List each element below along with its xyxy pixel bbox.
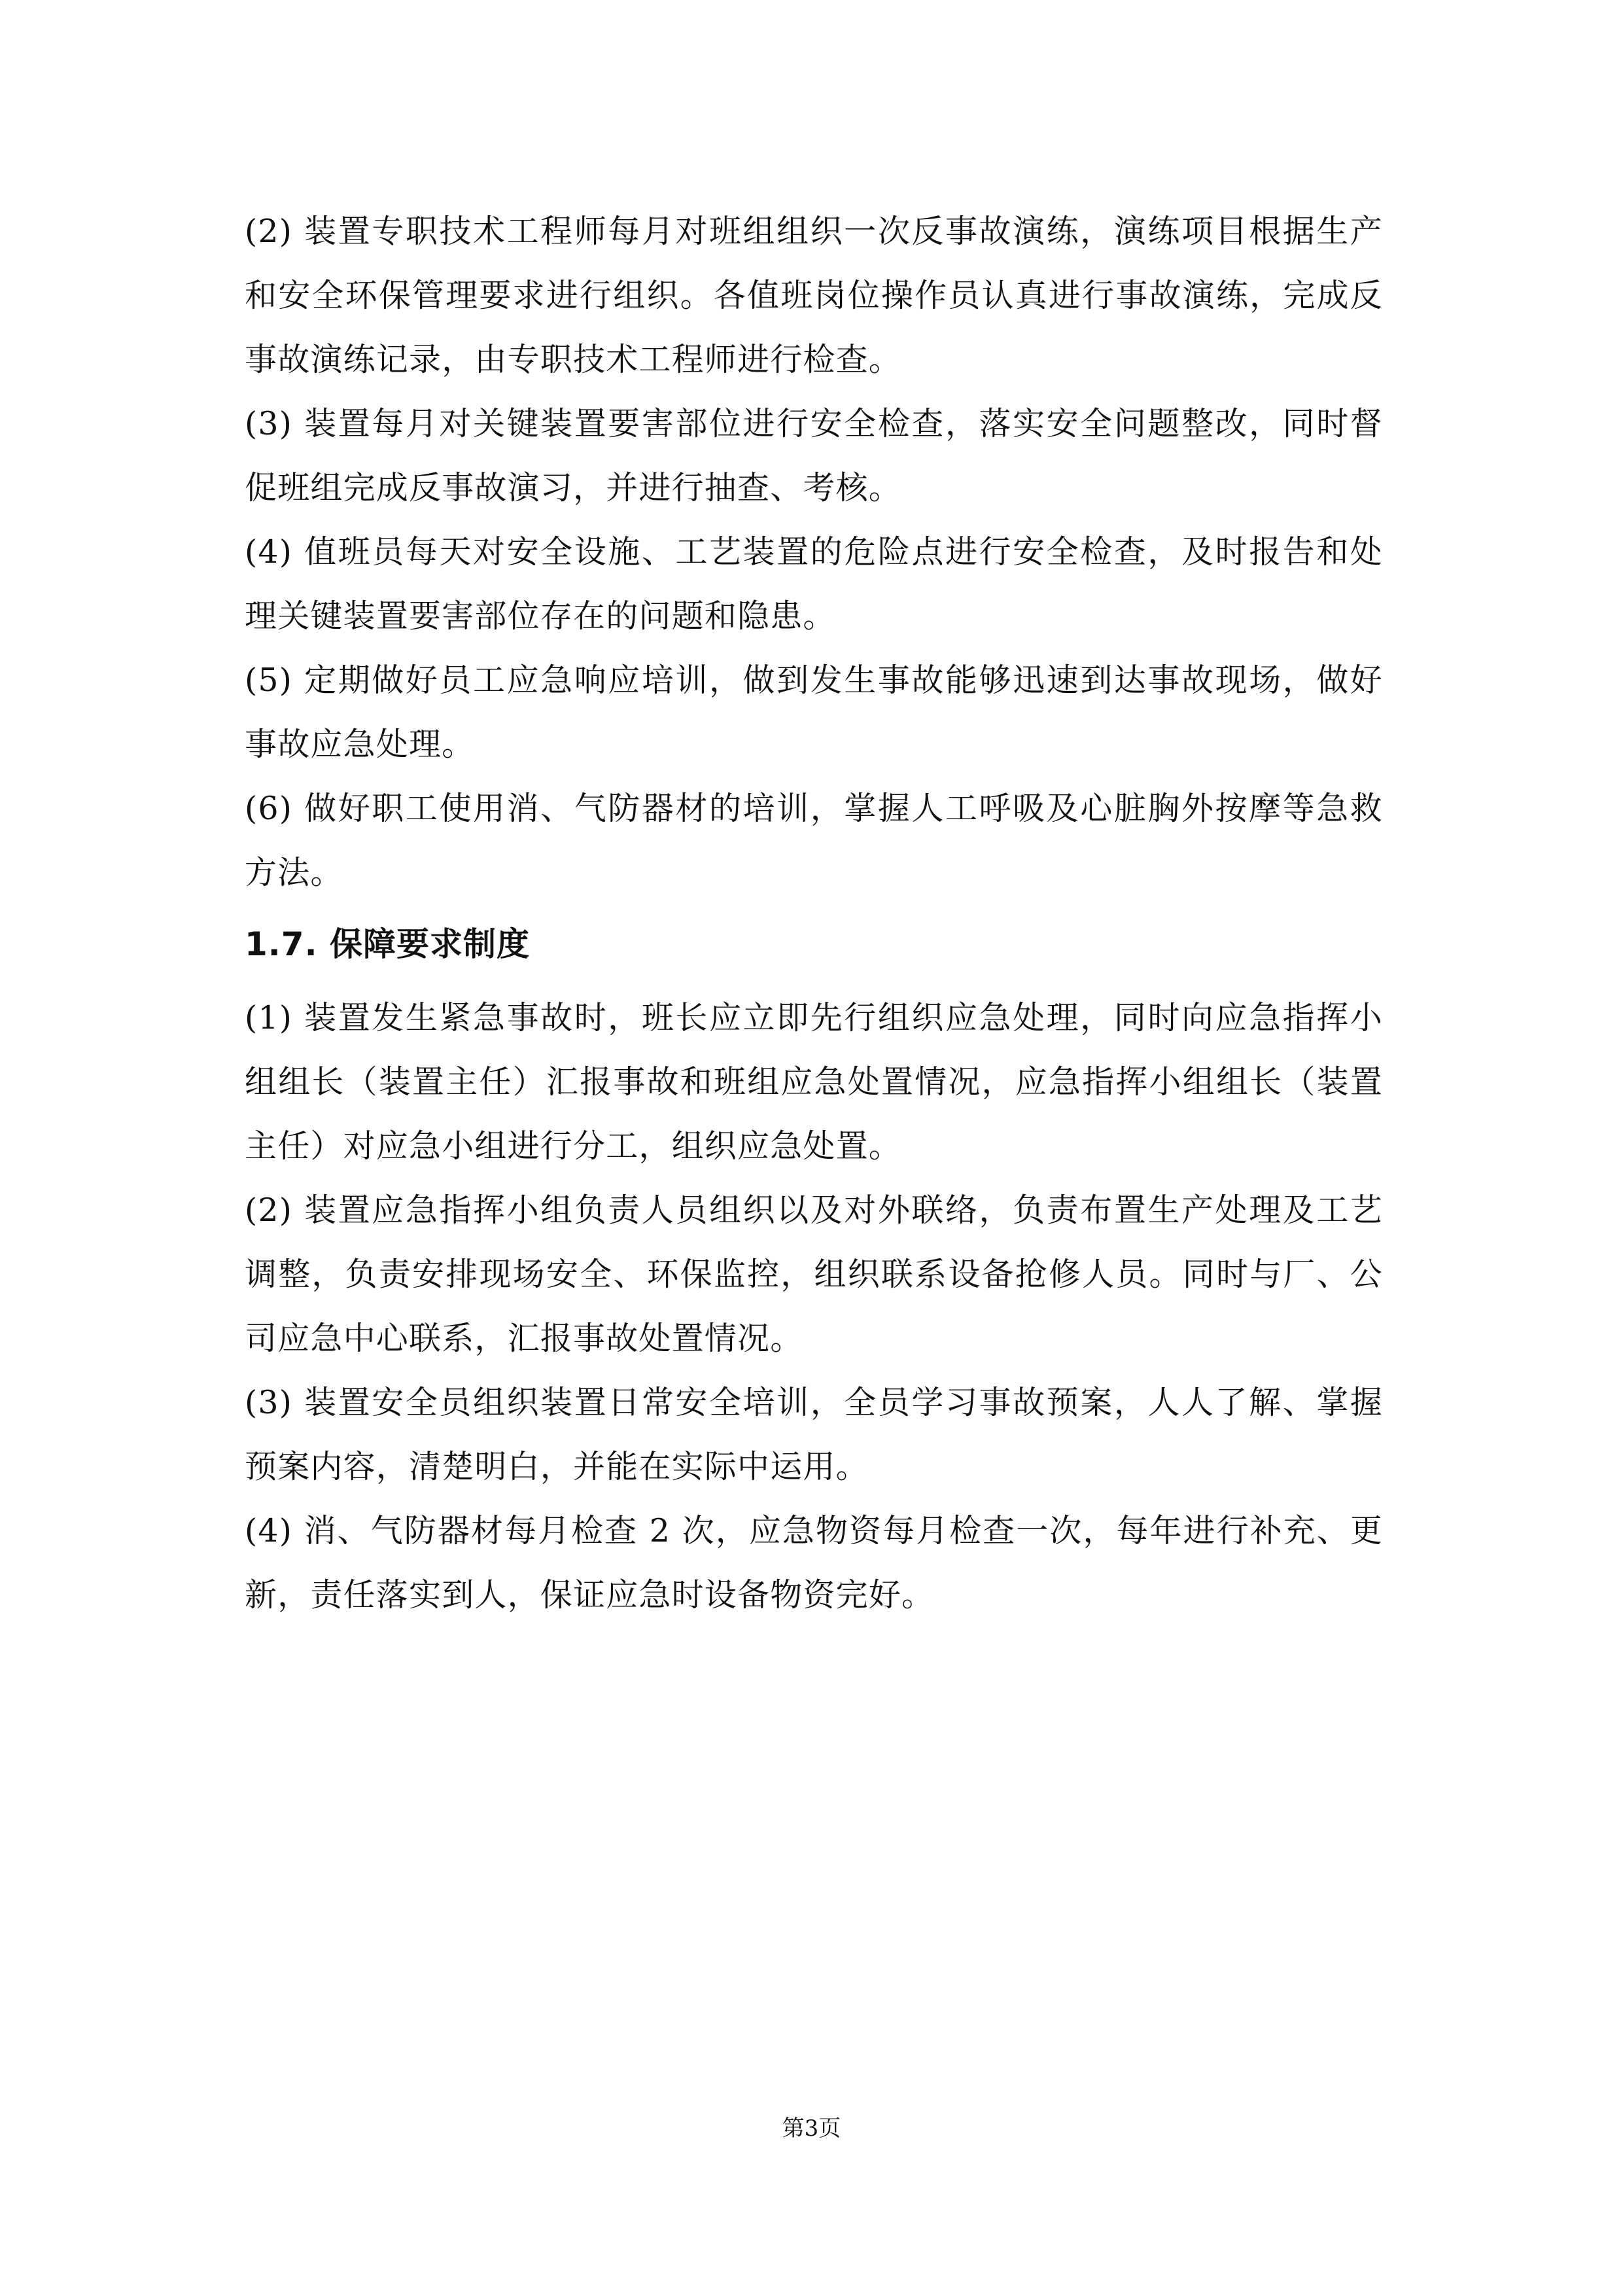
paragraph-item-5-training: (5) 定期做好员工应急响应培训，做到发生事故能够迅速到达事故现场，做好事故应急处理。 bbox=[245, 662, 1383, 763]
paragraph-item-3-inspection: (3) 装置每月对关键装置要害部位进行安全检查，落实安全问题整改，同时督促班组完成反事故演习，并进行抽查、考核。 bbox=[245, 405, 1383, 506]
paragraph-item-2-drill: (2) 装置专职技术工程师每月对班组组织一次反事故演练，演练项目根据生产和安全环保管理要求进行组织。各值班岗位操作员认真进行事故演练，完成反事故演练记录，由专职技术工程师进行检查。 bbox=[245, 213, 1383, 378]
paragraph-item-4-duty-check: (4) 值班员每天对安全设施、工艺装置的危险点进行安全检查，及时报告和处理关键装置要害部位存在的问题和隐患。 bbox=[245, 533, 1383, 635]
paragraph-guarantee-item-4: (4) 消、气防器材每月检查 2 次，应急物资每月检查一次，每年进行补充、更新，责任落实到人，保证应急时设备物资完好。 bbox=[245, 1512, 1383, 1614]
paragraph-item-6-first-aid: (6) 做好职工使用消、气防器材的培训，掌握人工呼吸及心脏胸外按摩等急救方法。 bbox=[245, 790, 1383, 891]
paragraph-guarantee-item-1: (1) 装置发生紧急事故时，班长应立即先行组织应急处理，同时向应急指挥小组组长（装置主任）汇报事故和班组应急处置情况，应急指挥小组组长（装置主任）对应急小组进行分工，组织应急处置。 bbox=[245, 999, 1383, 1165]
page-number-footer: 第3页 bbox=[782, 2115, 841, 2142]
section-heading-1-7: 1.7. 保障要求制度 bbox=[245, 925, 530, 963]
paragraph-guarantee-item-3: (3) 装置安全员组织装置日常安全培训，全员学习事故预案，人人了解、掌握预案内容，清楚明白，并能在实际中运用。 bbox=[245, 1384, 1383, 1485]
page-content bbox=[245, 200, 1383, 1627]
paragraph-guarantee-item-2: (2) 装置应急指挥小组负责人员组织以及对外联络，负责布置生产处理及工艺调整，负责安排现场安全、环保监控，组织联系设备抢修人员。同时与厂、公司应急中心联系，汇报事故处置情况。 bbox=[245, 1192, 1383, 1357]
